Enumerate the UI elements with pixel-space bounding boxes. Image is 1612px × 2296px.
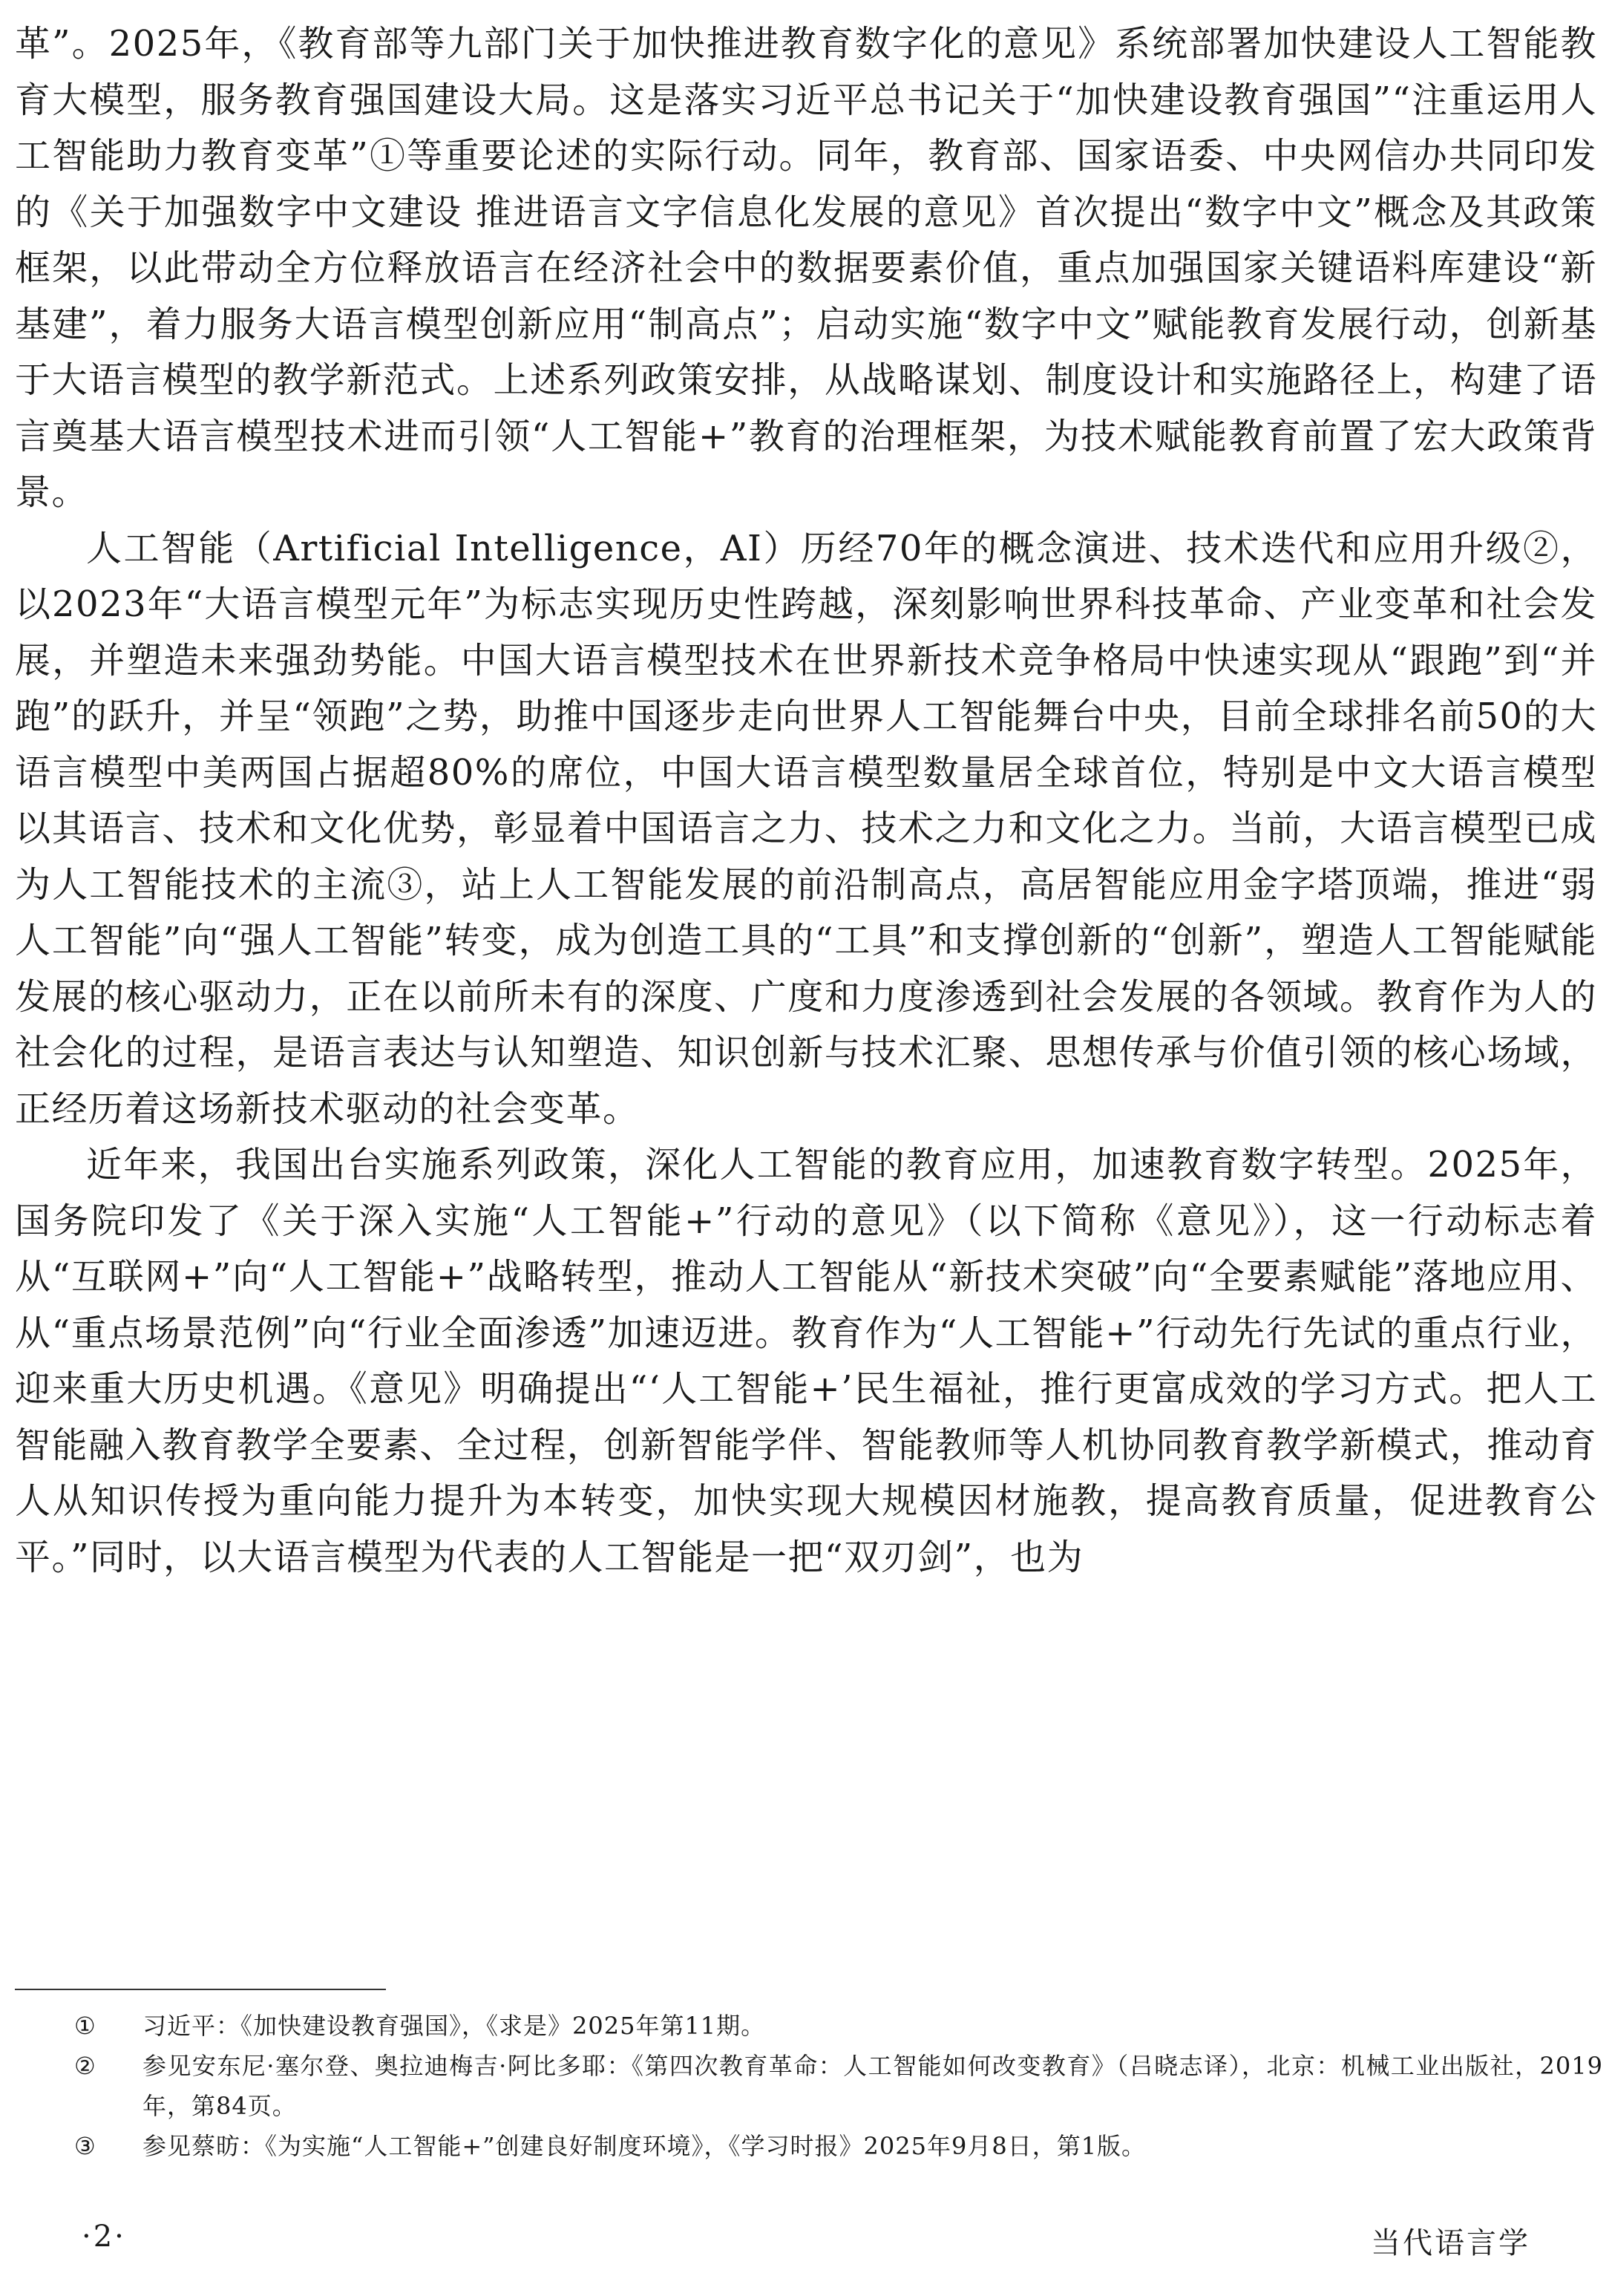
footnote-divider	[15, 1989, 386, 1990]
footnote-marker: ③	[74, 2132, 96, 2160]
footnote-3	[74, 2126, 1603, 2166]
footnotes	[74, 2006, 1603, 2166]
page-number: ·2·	[82, 2220, 126, 2254]
paragraph-3: 近年来，我国出台实施系列政策，深化人工智能的教育应用，加速教育数字转型。2025年，国务院印发了《关于深入实施“人工智能+”行动的意见》（以下简称《意见》），这一行动标志着从“互联网+”向“人工智能+”战略转型，推动人工智能从“新技术突破”向“全要素赋能”落地应用、从“重点场景范例”向“行业全面渗透”加速迈进。教育作为“人工智能+”行动先行先试的重点行业，迎来重大历史机遇。《意见》明确提出“‘人工智能+’民生福祉，推行更富成效的学习方式。把人工智能融入教育教学全要素、全过程，创新智能学伴、智能教师等人机协同教育教学新模式，推动育人从知识传授为重向能力提升为本转变，加快实现大规模因材施教，提高教育质量，促进教育公平。”同时，以大语言模型为代表的人工智能是一把“双刃剑”，也为	[15, 1144, 1597, 1578]
page-footer	[82, 2220, 1530, 2264]
footnote-text: 参见蔡昉：《为实施“人工智能+”创建良好制度环境》，《学习时报》2025年9月8日，第1版。	[142, 2132, 1147, 2160]
paragraph-1: 革”。2025年，《教育部等九部门关于加快推进教育数字化的意见》系统部署加快建设人工智能教育大模型，服务教育强国建设大局。这是落实习近平总书记关于“加快建设教育强国”“注重运用人工智能助力教育变革”①等重要论述的实际行动。同年，教育部、国家语委、中央网信办共同印发的《关于加强数字中文建设 推进语言文字信息化发展的意见》首次提出“数字中文”概念及其政策框架，以此带动全方位释放语言在经济社会中的数据要素价值，重点加强国家关键语料库建设“新基建”，着力服务大语言模型创新应用“制高点”；启动实施“数字中文”赋能教育发展行动，创新基于大语言模型的教学新范式。上述系列政策安排，从战略谋划、制度设计和实施路径上，构建了语言奠基大语言模型技术进而引领“人工智能+”教育的治理框架，为技术赋能教育前置了宏大政策背景。	[15, 23, 1597, 513]
footnote-1	[74, 2006, 1603, 2046]
footnote-text: 参见安东尼·塞尔登、奥拉迪梅吉·阿比多耶：《第四次教育革命：人工智能如何改变教育》（吕晓志译），北京：机械工业出版社，2019年，第84页。	[142, 2052, 1603, 2120]
footnote-marker: ②	[74, 2052, 96, 2080]
paragraph-2: 人工智能（Artificial Intelligence，AI）历经70年的概念演进、技术迭代和应用升级②，以2023年“大语言模型元年”为标志实现历史性跨越，深刻影响世界科技革命、产业变革和社会发展，并塑造未来强劲势能。中国大语言模型技术在世界新技术竞争格局中快速实现从“跟跑”到“并跑”的跃升，并呈“领跑”之势，助推中国逐步走向世界人工智能舞台中央，目前全球排名前50的大语言模型中美两国占据超80%的席位，中国大语言模型数量居全球首位，特别是中文大语言模型以其语言、技术和文化优势，彰显着中国语言之力、技术之力和文化之力。当前，大语言模型已成为人工智能技术的主流③，站上人工智能发展的前沿制高点，高居智能应用金字塔顶端，推进“弱人工智能”向“强人工智能”转变，成为创造工具的“工具”和支撑创新的“创新”，塑造人工智能赋能发展的核心驱动力，正在以前所未有的深度、广度和力度渗透到社会发展的各领域。教育作为人的社会化的过程，是语言表达与认知塑造、知识创新与技术汇聚、思想传承与价值引领的核心场域，正经历着这场新技术驱动的社会变革。	[15, 527, 1597, 1130]
body-text	[15, 16, 1597, 1586]
footnote-text: 习近平：《加快建设教育强国》，《求是》2025年第11期。	[142, 2012, 766, 2040]
journal-name: 当代语言学	[1371, 2226, 1530, 2260]
footnote-2	[74, 2046, 1603, 2126]
footnote-marker: ①	[74, 2012, 96, 2040]
